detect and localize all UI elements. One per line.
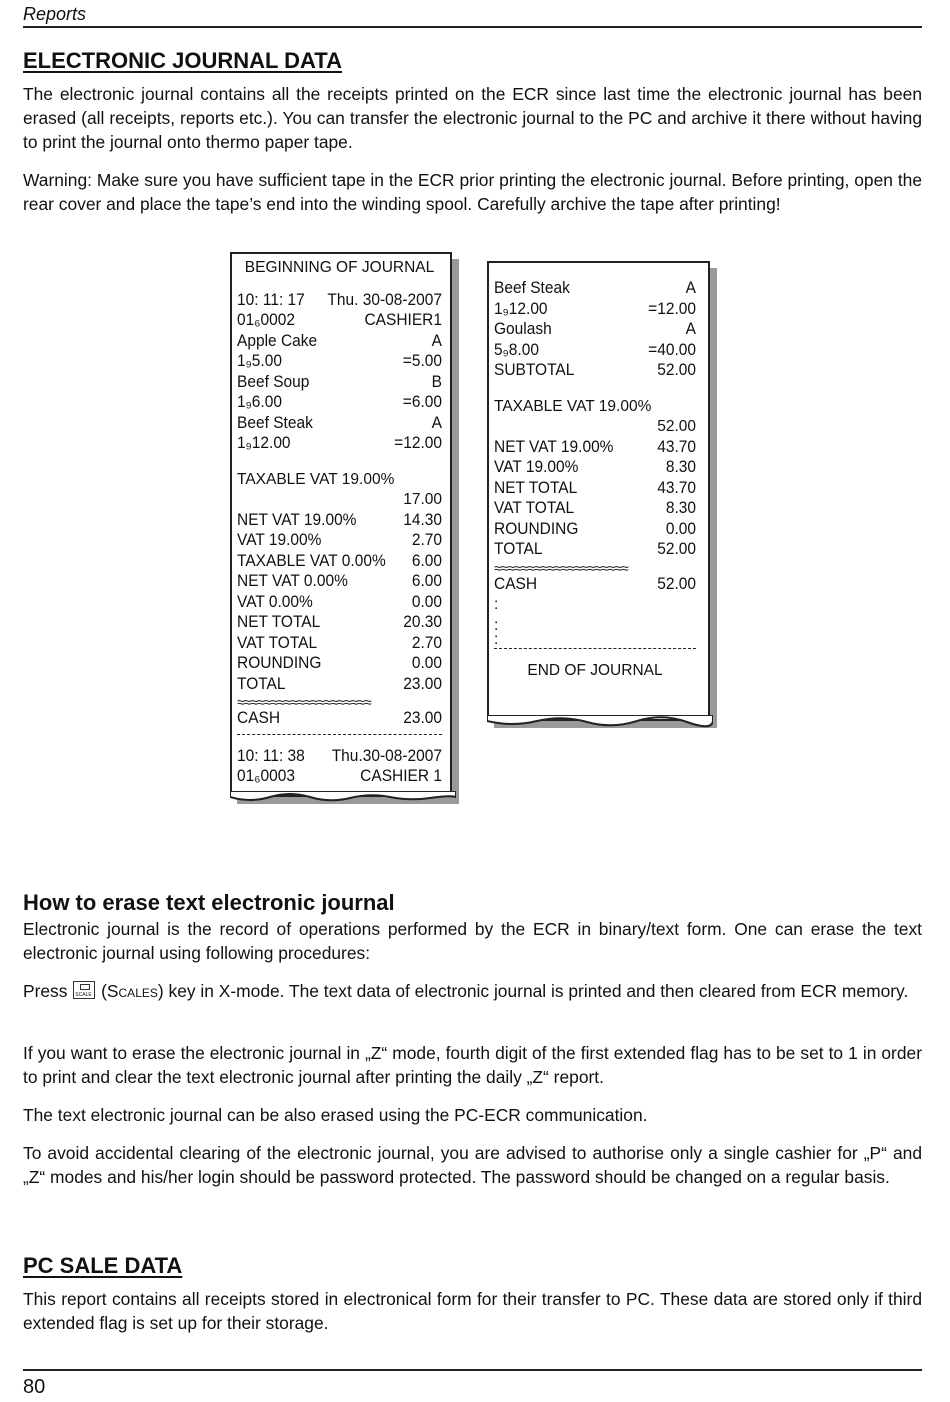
cash-value: 23.00 bbox=[403, 709, 442, 728]
item-qty-price: 1₉6.00 bbox=[237, 393, 282, 412]
receipt-item-name-row bbox=[494, 319, 696, 341]
receipt-items bbox=[494, 279, 696, 361]
line-value: 43.70 bbox=[657, 479, 696, 497]
paragraph: Warning: Make sure you have sufficient tape in the ECR prior printing the electronic journal. Before printing, open the rear cover and place the tape’s end into the winding spool. Carefully archive the tape after printing! bbox=[23, 170, 922, 214]
receipt-total-line bbox=[237, 653, 442, 675]
receipt-taxable-label: TAXABLE VAT 19.00% bbox=[237, 470, 395, 488]
receipt-date: Thu. 30-08-2007 bbox=[327, 291, 442, 309]
receipt-total-line bbox=[237, 612, 442, 634]
receipt-wavy-separator: ≈≈≈≈≈≈≈≈≈≈≈≈≈≈≈≈≈≈≈≈ bbox=[494, 560, 628, 575]
item-qty-price: 1₉12.00 bbox=[237, 434, 291, 453]
subtotal-label: SUBTOTAL bbox=[494, 361, 575, 380]
line-label: VAT 0.00% bbox=[237, 593, 313, 611]
receipt-subtotal-row bbox=[494, 360, 696, 382]
line-label: VAT TOTAL bbox=[494, 499, 575, 518]
receipt-cashier: CASHIER1 bbox=[364, 311, 442, 330]
line-label: ROUNDING bbox=[237, 654, 322, 673]
line-label: TOTAL bbox=[237, 675, 286, 693]
paragraph-press-key: Press SCALE (Scales) key in X-mode. The text data of electronic journal is printed and then cleared from ECR memory. bbox=[23, 979, 922, 1003]
page-number: 80 bbox=[23, 1376, 46, 1398]
receipt-continuation-dot: : bbox=[494, 596, 499, 613]
receipt-number-row bbox=[237, 310, 442, 332]
item-amount: =40.00 bbox=[648, 341, 696, 359]
line-value: 0.00 bbox=[411, 654, 442, 673]
scale-key-icon bbox=[73, 981, 95, 999]
section-title-erase: How to erase text electronic journal bbox=[23, 890, 395, 915]
receipt-header: BEGINNING OF JOURNAL bbox=[244, 259, 435, 276]
receipt-datetime-row bbox=[237, 290, 442, 312]
line-value: 2.70 bbox=[411, 531, 442, 550]
cash-label: CASH bbox=[494, 575, 538, 593]
receipt-item-qty-row bbox=[237, 351, 442, 373]
paragraph: The electronic journal contains all the receipts printed on the ECR since last time the electronic journal has been erased (all receipts, reports etc.). You can transfer the electronic journal to the PC and archive it there without having to print the journal onto thermo paper tape. bbox=[23, 84, 922, 152]
item-amount: =12.00 bbox=[394, 434, 442, 453]
line-value: 8.30 bbox=[665, 458, 696, 477]
line-value: 52.00 bbox=[657, 540, 696, 559]
line-value: 0.00 bbox=[665, 520, 696, 538]
line-value: 23.00 bbox=[403, 675, 442, 693]
receipt-time: 10: 11: 38 bbox=[237, 747, 305, 765]
line-label: TOTAL bbox=[494, 540, 543, 559]
cash-label: CASH bbox=[237, 709, 281, 728]
receipt-total-line bbox=[237, 571, 442, 593]
line-value: 2.70 bbox=[411, 634, 442, 652]
receipt-item-qty-row bbox=[494, 299, 696, 321]
item-tax-group: A bbox=[685, 279, 696, 298]
receipt-item-qty-row bbox=[237, 433, 442, 455]
spacer bbox=[494, 382, 696, 397]
receipt-taxable-value: 17.00 bbox=[403, 491, 442, 508]
section-title-pc-sale: PC SALE DATA bbox=[23, 1253, 183, 1278]
line-label: VAT 19.00% bbox=[494, 458, 579, 477]
item-amount: =6.00 bbox=[402, 393, 442, 412]
line-value: 8.30 bbox=[665, 499, 696, 518]
text: key in X-mode. The text data of electronic journal is printed and then cleared from ECR memory. bbox=[163, 981, 909, 1001]
line-value: 6.00 bbox=[411, 552, 442, 570]
line-label: NET VAT 19.00% bbox=[494, 438, 614, 456]
receipt-item-qty-row bbox=[494, 340, 696, 362]
receipt-total-line bbox=[237, 551, 442, 573]
receipt-continuation-dot: : bbox=[494, 616, 499, 634]
item-tax-group: A bbox=[685, 320, 696, 339]
item-name: Beef Steak bbox=[237, 414, 313, 432]
line-value: 0.00 bbox=[411, 593, 442, 611]
paragraph: Electronic journal is the record of operations performed by the ECR in binary/text form. One can erase the text electronic journal using following procedures: bbox=[23, 919, 922, 963]
line-label: NET TOTAL bbox=[237, 613, 321, 632]
receipt-torn-edge bbox=[230, 791, 456, 805]
receipt-number: 01₆0003 bbox=[237, 767, 295, 786]
receipt-items bbox=[237, 332, 442, 455]
item-qty-price: 1₉5.00 bbox=[237, 352, 282, 371]
line-label: ROUNDING bbox=[494, 520, 579, 538]
receipt-number: 01₆0002 bbox=[237, 311, 295, 330]
line-label: NET TOTAL bbox=[494, 479, 578, 497]
receipt-journal-start bbox=[230, 252, 452, 797]
item-qty-price: 5₉8.00 bbox=[494, 341, 539, 359]
receipt-item-name-row bbox=[237, 372, 442, 394]
text: Press bbox=[23, 981, 73, 1001]
page-header-label: Reports bbox=[23, 4, 87, 24]
line-label: VAT 19.00% bbox=[237, 531, 322, 550]
receipt-torn-edge bbox=[487, 715, 713, 729]
receipt-datetime-row bbox=[237, 746, 442, 768]
item-amount: =5.00 bbox=[402, 352, 442, 371]
line-label: VAT TOTAL bbox=[237, 634, 318, 652]
item-tax-group: B bbox=[431, 373, 442, 391]
line-value: 14.30 bbox=[403, 511, 442, 529]
section-title-journal: ELECTRONIC JOURNAL DATA bbox=[23, 48, 342, 73]
receipt-item-name-row bbox=[237, 413, 442, 435]
item-qty-price: 1₉12.00 bbox=[494, 300, 548, 318]
receipt-total-line bbox=[237, 592, 442, 614]
paragraph: This report contains all receipts stored in electronical form for their transfer to PC. These data are stored only if third extended flag is set up for their storage. bbox=[23, 1289, 922, 1333]
receipt-item-name-row bbox=[237, 331, 442, 353]
spacer bbox=[237, 455, 442, 470]
item-tax-group: A bbox=[431, 414, 442, 432]
receipt-taxable-label: TAXABLE VAT 19.00% bbox=[494, 397, 652, 415]
receipt-total-line bbox=[237, 674, 442, 696]
receipt-totals bbox=[237, 511, 442, 696]
paragraph: The text electronic journal can be also erased using the PC-ECR communication. bbox=[23, 1105, 648, 1125]
receipt-item-qty-row bbox=[237, 392, 442, 414]
receipt-dashed-separator bbox=[237, 734, 442, 747]
receipt-total-line bbox=[494, 519, 696, 541]
receipt-dashed-separator bbox=[494, 648, 696, 661]
item-name: Apple Cake bbox=[237, 332, 318, 350]
item-tax-group: A bbox=[431, 332, 442, 350]
receipt-totals bbox=[494, 438, 696, 561]
header-rule bbox=[23, 26, 922, 28]
receipt-footer: END OF JOURNAL bbox=[527, 662, 663, 679]
receipt-item-name-row bbox=[494, 278, 696, 300]
receipt-number-row bbox=[237, 766, 442, 788]
key-name: Scales bbox=[106, 981, 158, 1001]
receipt-total-line bbox=[237, 530, 442, 552]
receipt-taxable-value: 52.00 bbox=[657, 418, 696, 435]
subtotal-value: 52.00 bbox=[657, 361, 696, 380]
receipt-wavy-separator: ≈≈≈≈≈≈≈≈≈≈≈≈≈≈≈≈≈≈≈≈ bbox=[237, 695, 371, 709]
receipt-total-line bbox=[237, 510, 442, 532]
receipt-total-line bbox=[237, 633, 442, 655]
receipt-time: 10: 11: 17 bbox=[237, 291, 305, 309]
line-label: NET VAT 0.00% bbox=[237, 572, 348, 591]
receipt-continuation-dot: : bbox=[494, 631, 499, 648]
receipt-total-line bbox=[494, 498, 696, 520]
footer-rule bbox=[23, 1369, 922, 1371]
cash-value: 52.00 bbox=[657, 575, 696, 593]
receipt-total-line bbox=[494, 437, 696, 459]
receipt-cashier: CASHIER 1 bbox=[360, 767, 442, 786]
line-label: NET VAT 19.00% bbox=[237, 511, 357, 529]
paragraph: To avoid accidental clearing of the electronic journal, you are advised to authorise only a single cashier for „P“ and „Z“ modes and his/her login should be password protected. The password should be changed on a regular basis. bbox=[23, 1143, 922, 1187]
line-value: 6.00 bbox=[411, 572, 442, 591]
paragraph: If you want to erase the electronic journal in „Z“ mode, fourth digit of the first extended flag has to be set to 1 in order to print and clear the text electronic journal after printing the daily „Z“ report. bbox=[23, 1043, 922, 1087]
receipt-journal-end bbox=[487, 261, 710, 721]
receipt-total-line bbox=[494, 478, 696, 500]
line-label: TAXABLE VAT 0.00% bbox=[237, 552, 386, 570]
receipt-total-line bbox=[494, 457, 696, 479]
item-amount: =12.00 bbox=[648, 300, 696, 318]
line-value: 20.30 bbox=[403, 613, 442, 632]
line-value: 43.70 bbox=[657, 438, 696, 456]
item-name: Goulash bbox=[494, 320, 552, 339]
item-name: Beef Steak bbox=[494, 279, 570, 298]
item-name: Beef Soup bbox=[237, 373, 310, 391]
receipt-total-line bbox=[494, 539, 696, 561]
receipt-date: Thu.30-08-2007 bbox=[331, 747, 442, 765]
receipt-cash-row bbox=[237, 708, 442, 730]
receipt-cash-row bbox=[494, 574, 696, 596]
